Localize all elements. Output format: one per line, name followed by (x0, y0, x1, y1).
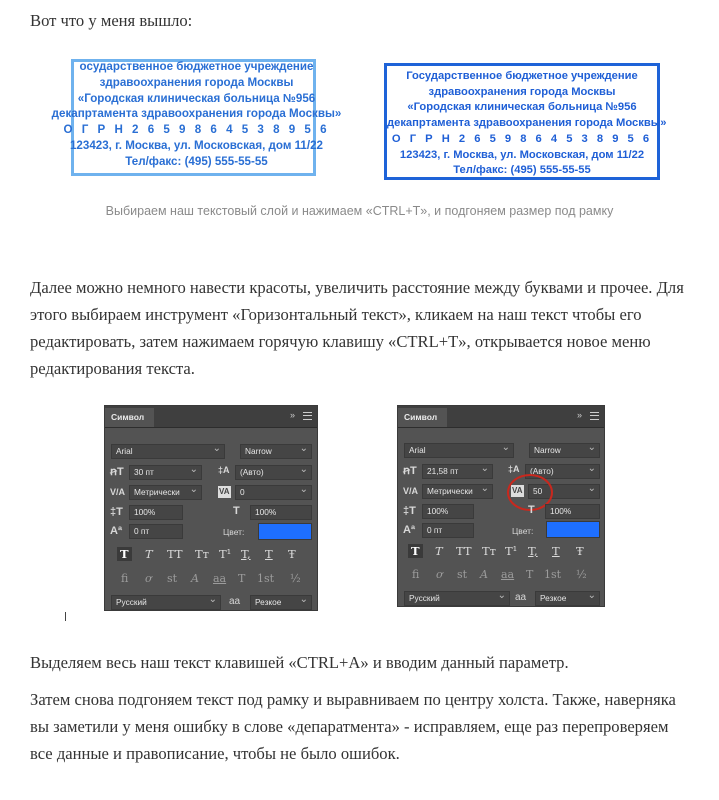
panel-header (398, 406, 604, 428)
paragraph: Далее можно немного навести красоты, увеличить расстояние между буквами и прочее. Для этого выбираем инструмент «Горизонтальный текст», кликаем на наш текст чтобы его редактировать, затем нажимаем горячую клавишу «CTRL+T», открывается новое меню редактирования текста. (30, 278, 684, 378)
image-caption: Выбираем наш текстовый слой и нажимаем «CTRL+T», и подгоняем размер под рамку (105, 204, 614, 218)
vertical-scale-field[interactable]: 100% (129, 505, 183, 520)
horizontal-scale-field[interactable]: 100% (545, 504, 600, 519)
font-family-select[interactable]: Arial ⌄ (111, 444, 225, 459)
tracking-icon: VA (219, 487, 230, 496)
font-size-field[interactable]: 21,58 пт ⌄ (422, 464, 493, 479)
tracking-field[interactable]: 50 ⌄ (528, 484, 600, 499)
intro-text: Вот что у меня вышло: (30, 11, 193, 30)
font-size-icon: ꞥT (110, 466, 124, 478)
titling-alternates-button[interactable]: T (526, 568, 534, 581)
baseline-shift-icon: Aª (110, 525, 123, 537)
all-caps-button[interactable]: TT (456, 544, 472, 558)
color-label: Цвет: (512, 526, 534, 536)
panel-tab-character[interactable]: Символ (105, 408, 154, 427)
baseline-shift-field[interactable]: 0 пт (422, 523, 474, 538)
baseline-shift-icon: Aª (403, 524, 416, 536)
horizontal-scale-field[interactable]: 100% (250, 505, 312, 520)
superscript-button[interactable]: T¹ (219, 547, 232, 561)
alternates-button[interactable]: ơ (145, 572, 152, 585)
font-style-select[interactable]: Narrow ⌄ (240, 444, 312, 459)
stamp-line: О Г Р Н 2 6 5 9 8 6 4 5 3 8 9 5 6 (63, 123, 330, 137)
discretionary-ligatures-button[interactable]: st (167, 572, 178, 585)
antialias-select[interactable]: Резкое ⌄ (535, 591, 600, 606)
collapse-arrows-icon[interactable]: » (576, 410, 582, 420)
fractions-button[interactable]: ½ (576, 568, 587, 581)
vertical-scale-icon: ‡T (110, 506, 123, 518)
kerning-icon: V/A (403, 486, 419, 496)
stamp-line: 123423, г. Москва, ул. Московская, дом 11/22 (69, 138, 323, 152)
stamp-line: декапртамента здравоохранения города Москвы» (387, 117, 667, 130)
leading-field[interactable]: (Авто) ⌄ (235, 465, 312, 480)
leading-icon: ‡A (218, 465, 230, 475)
strikethrough-button[interactable]: Ŧ (576, 544, 584, 558)
paragraph: Затем снова подгоняем текст под рамку и выравниваем по центру холста. Также, наверняка вы заметили у меня ошибку в слове «депаратмента» - исправляем, еще раз перепроверяем все данные и правописание, чтобы не было ошибок. (30, 690, 676, 763)
faux-bold-button[interactable]: T (408, 544, 423, 558)
swash-button[interactable]: A (191, 572, 199, 585)
stamp-preview-left (51, 59, 342, 176)
font-size-field[interactable]: 30 пт ⌄ (129, 465, 202, 480)
text-cursor (65, 612, 66, 621)
subscript-button[interactable]: T, (241, 547, 251, 561)
alternates-button[interactable]: ơ (436, 568, 443, 581)
superscript-button[interactable]: T¹ (505, 544, 518, 558)
leading-field[interactable]: (Авто) ⌄ (525, 464, 600, 479)
tracking-icon: VA (512, 486, 523, 495)
underline-button[interactable]: T (552, 544, 560, 558)
antialias-select[interactable]: Резкое ⌄ (250, 595, 312, 610)
tracking-field[interactable]: 0 ⌄ (235, 485, 312, 500)
baseline-shift-field[interactable]: 0 пт (129, 524, 183, 539)
horizontal-scale-icon: T (233, 505, 240, 517)
stamp-line: Государственное бюджетное учреждение (406, 70, 638, 82)
ligatures-button[interactable]: fi (412, 568, 420, 581)
fractions-button[interactable]: ½ (290, 572, 301, 585)
stamp-line: Тел/факс: (495) 555-55-55 (125, 154, 268, 168)
stamp-line: «Городская клиническая больница №956 (407, 101, 637, 114)
horizontal-scale-icon: T (528, 504, 535, 516)
antialias-icon: aa (229, 596, 241, 607)
faux-italic-button[interactable]: T (145, 547, 153, 561)
antialias-icon: aa (515, 592, 527, 603)
faux-bold-button[interactable]: T (117, 547, 132, 561)
strikethrough-button[interactable]: Ŧ (288, 547, 296, 561)
ligatures-button[interactable]: fi (121, 572, 129, 585)
panel-tab-character[interactable]: Символ (398, 408, 447, 427)
stamp-line: осударственное бюджетное учреждение (79, 60, 314, 73)
stamp-line: здравоохранения города Москвы (428, 85, 616, 98)
language-select[interactable]: Русский ⌄ (111, 595, 221, 610)
stylistic-alternates-button[interactable]: aa (213, 572, 227, 585)
stamp-preview-right (384, 63, 667, 180)
titling-alternates-button[interactable]: T (238, 572, 246, 585)
all-caps-button[interactable]: TT (167, 547, 183, 561)
font-family-select[interactable]: Arial ⌄ (404, 443, 514, 458)
kerning-select[interactable]: Метрически ⌄ (129, 485, 202, 500)
stamp-line: 123423, г. Москва, ул. Московская, дом 11/22 (399, 148, 645, 161)
character-panel-left (104, 405, 318, 611)
vertical-scale-icon: ‡T (403, 505, 416, 517)
leading-icon: ‡A (508, 464, 520, 474)
paragraph: Выделяем весь наш текст клавишей «CTRL+A» и вводим данный параметр. (30, 653, 569, 672)
small-caps-button[interactable]: Tт (482, 544, 497, 558)
stylistic-alternates-button[interactable]: aa (501, 568, 515, 581)
color-swatch[interactable] (258, 523, 312, 540)
panel-menu-icon[interactable] (303, 412, 312, 420)
panel-header (105, 406, 317, 428)
stamp-line: здравоохранения города Москвы (99, 75, 294, 89)
color-label: Цвет: (223, 527, 245, 537)
collapse-arrows-icon[interactable]: » (289, 410, 295, 420)
stamp-line: «Городская клиническая больница №956 (77, 91, 316, 105)
panel-menu-icon[interactable] (590, 412, 599, 420)
faux-italic-button[interactable]: T (435, 544, 443, 558)
ordinals-button[interactable]: 1st (257, 572, 275, 585)
kerning-select[interactable]: Метрически ⌄ (422, 484, 493, 499)
underline-button[interactable]: T (265, 547, 273, 561)
ordinals-button[interactable]: 1st (544, 568, 562, 581)
small-caps-button[interactable]: Tт (195, 547, 210, 561)
swash-button[interactable]: A (480, 568, 488, 581)
vertical-scale-field[interactable]: 100% (422, 504, 474, 519)
language-select[interactable]: Русский ⌄ (404, 591, 510, 606)
font-style-select[interactable]: Narrow ⌄ (529, 443, 600, 458)
subscript-button[interactable]: T, (528, 544, 538, 558)
stamp-line: Тел/факс: (495) 555-55-55 (453, 164, 591, 177)
stamp-line: О Г Р Н 2 6 5 9 8 6 4 5 3 8 9 5 6 (391, 132, 653, 145)
stamp-line: декапртамента здравоохранения города Москвы» (51, 107, 342, 121)
discretionary-ligatures-button[interactable]: st (457, 568, 468, 581)
font-size-icon: ꞥT (403, 465, 417, 477)
kerning-icon: V/A (110, 487, 126, 497)
color-swatch[interactable] (546, 521, 600, 538)
character-panel-right (397, 405, 605, 607)
